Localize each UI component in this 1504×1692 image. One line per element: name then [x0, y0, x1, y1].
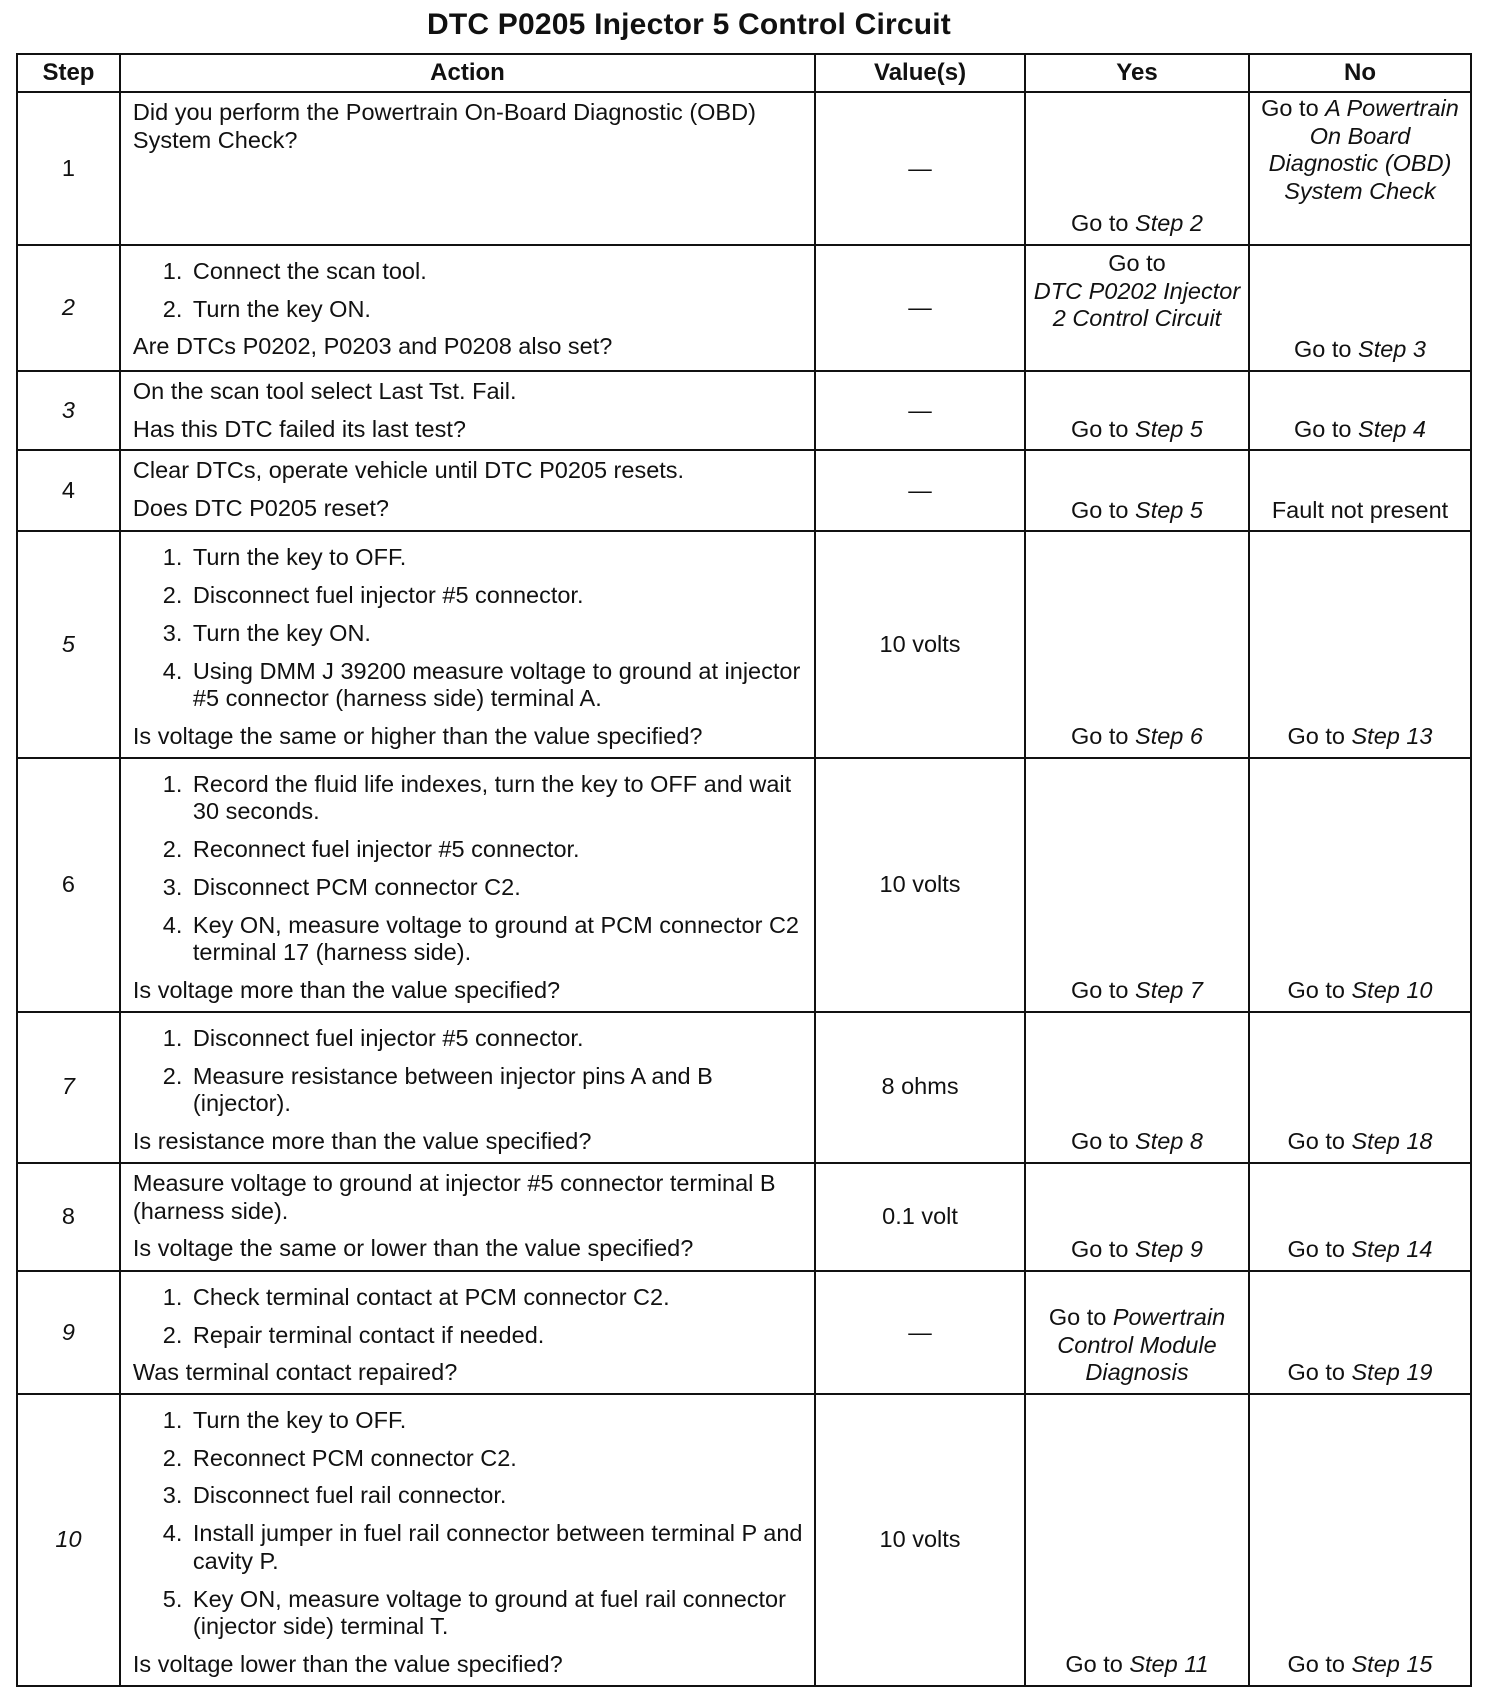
no-prefix: Go to — [1294, 415, 1359, 442]
value-cell: — — [815, 1271, 1025, 1394]
value-cell: — — [815, 92, 1025, 245]
action-step: 3. Disconnect fuel rail connector. — [189, 1482, 806, 1510]
action-step: 2. Turn the key ON. — [189, 296, 806, 324]
action-question: Is voltage lower than the value specified? — [132, 1650, 563, 1677]
value-cell: — — [815, 245, 1025, 371]
no-prefix: Go to — [1287, 1236, 1352, 1263]
value-cell: — — [815, 450, 1025, 531]
yes-reference-link[interactable]: Step 8 — [1135, 1128, 1203, 1155]
yes-reference-link[interactable]: Step 9 — [1135, 1236, 1203, 1263]
header-row — [17, 54, 1471, 92]
yes-reference-link[interactable]: Step 6 — [1135, 723, 1203, 750]
no-cell — [1249, 371, 1471, 450]
value-cell: 10 volts — [815, 531, 1025, 757]
action-cell — [120, 450, 815, 531]
action-step: 3. Disconnect PCM connector C2. — [189, 874, 806, 902]
action-step: 2. Measure resistance between injector pins A and B (injector). — [189, 1063, 806, 1118]
no-reference-link[interactable]: Step 10 — [1351, 977, 1433, 1004]
action-step: 2. Reconnect fuel injector #5 connector. — [189, 836, 806, 864]
step-number: 2 — [17, 245, 120, 371]
yes-reference-link[interactable]: DTC P0202 Injector 2 Control Circuit — [1033, 277, 1241, 332]
action-question: Is voltage more than the value specified? — [132, 977, 561, 1004]
no-reference-link[interactable]: Step 14 — [1351, 1236, 1433, 1263]
value-cell: 8 ohms — [815, 1012, 1025, 1163]
action-step: 4. Key ON, measure voltage to ground at PCM connector C2 terminal 17 (harness side). — [189, 912, 806, 967]
action-cell — [120, 1271, 815, 1394]
value-cell: 0.1 volt — [815, 1163, 1025, 1271]
header-value: Value(s) — [815, 54, 1025, 92]
no-reference-link[interactable]: Step 4 — [1358, 415, 1426, 442]
yes-prefix: Go to — [1071, 415, 1136, 442]
action-steps — [133, 258, 806, 323]
no-cell — [1249, 531, 1471, 757]
yes-reference-link[interactable]: Step 7 — [1135, 977, 1203, 1004]
step-number: 10 — [17, 1394, 120, 1686]
page-title: DTC P0205 Injector 5 Control Circuit — [427, 8, 951, 41]
no-prefix: Go to — [1287, 977, 1352, 1004]
header-action: Action — [120, 54, 815, 92]
no-reference-link[interactable]: Step 15 — [1351, 1650, 1433, 1677]
action-text: Did you perform the Powertrain On-Board Diagnostic (OBD) System Check? — [132, 99, 756, 153]
action-cell — [120, 245, 815, 371]
no-prefix: Go to — [1287, 723, 1352, 750]
action-steps — [133, 771, 806, 967]
no-cell — [1249, 1394, 1471, 1686]
yes-reference-link[interactable]: Step 11 — [1129, 1650, 1209, 1677]
yes-cell — [1025, 245, 1249, 371]
no-cell — [1249, 92, 1471, 245]
yes-cell — [1025, 450, 1249, 531]
step-number: 7 — [17, 1012, 120, 1163]
action-cell — [120, 1163, 815, 1271]
yes-prefix: Go to — [1071, 496, 1136, 523]
table-row — [17, 1012, 1471, 1163]
step-number: 8 — [17, 1163, 120, 1271]
action-steps — [133, 544, 806, 713]
step-number: 5 — [17, 531, 120, 757]
yes-cell — [1025, 371, 1249, 450]
action-step: 2. Repair terminal contact if needed. — [189, 1322, 806, 1350]
no-reference-link[interactable]: Step 19 — [1351, 1359, 1433, 1386]
action-text: On the scan tool select Last Tst. Fail. — [132, 378, 517, 404]
header-no: No — [1249, 54, 1471, 92]
table-row — [17, 531, 1471, 757]
yes-reference-link[interactable]: Powertrain Control Module Diagnosis — [1057, 1303, 1226, 1386]
no-prefix: Fault not present — [1271, 496, 1449, 523]
table-row — [17, 371, 1471, 450]
yes-prefix: Go to — [1071, 210, 1136, 237]
yes-reference-link[interactable]: Step 2 — [1135, 210, 1203, 237]
no-cell — [1249, 1271, 1471, 1394]
no-reference-link[interactable]: Step 13 — [1351, 723, 1433, 750]
header-yes: Yes — [1025, 54, 1249, 92]
action-cell — [120, 1394, 815, 1686]
no-reference-link[interactable]: Step 18 — [1351, 1128, 1433, 1155]
yes-cell — [1025, 1012, 1249, 1163]
step-number: 3 — [17, 371, 120, 450]
action-cell — [120, 758, 815, 1012]
yes-prefix: Go to — [1071, 1128, 1136, 1155]
step-number: 4 — [17, 450, 120, 531]
no-cell — [1249, 1163, 1471, 1271]
diagnostic-table — [16, 53, 1472, 1687]
action-question: Does DTC P0205 reset? — [132, 495, 389, 522]
no-reference-link[interactable]: Step 3 — [1358, 336, 1426, 363]
action-step: 1. Disconnect fuel injector #5 connector. — [189, 1025, 806, 1053]
yes-prefix: Go to — [1071, 723, 1136, 750]
yes-cell — [1025, 531, 1249, 757]
action-question: Are DTCs P0202, P0203 and P0208 also set? — [132, 333, 613, 360]
action-cell — [120, 1012, 815, 1163]
no-prefix: Go to — [1287, 1359, 1352, 1386]
table-row — [17, 1394, 1471, 1686]
action-step: 1. Turn the key to OFF. — [189, 1407, 806, 1435]
action-steps — [133, 1407, 806, 1641]
yes-prefix: Go to — [1071, 977, 1136, 1004]
step-number: 9 — [17, 1271, 120, 1394]
yes-cell — [1025, 1163, 1249, 1271]
value-cell: 10 volts — [815, 758, 1025, 1012]
no-cell — [1249, 1012, 1471, 1163]
table-row — [17, 758, 1471, 1012]
yes-prefix: Go to — [1048, 1303, 1113, 1330]
table-row — [17, 450, 1471, 531]
action-cell — [120, 371, 815, 450]
action-steps — [133, 1284, 806, 1349]
action-steps — [133, 1025, 806, 1118]
action-step: 2. Reconnect PCM connector C2. — [189, 1445, 806, 1473]
no-reference-link[interactable]: A Powertrain On Board Diagnostic (OBD) System Check — [1268, 95, 1459, 205]
action-question: Is voltage the same or higher than the value specified? — [132, 723, 703, 750]
no-cell — [1249, 758, 1471, 1012]
action-step: 4. Install jumper in fuel rail connector between terminal P and cavity P. — [189, 1520, 806, 1575]
step-number: 1 — [17, 92, 120, 245]
step-number: 6 — [17, 758, 120, 1012]
yes-cell — [1025, 758, 1249, 1012]
yes-prefix: Go to — [1071, 1236, 1136, 1263]
action-step: 2. Disconnect fuel injector #5 connector. — [189, 582, 806, 610]
yes-cell — [1025, 1271, 1249, 1394]
table-row — [17, 92, 1471, 245]
action-question: Was terminal contact repaired? — [132, 1359, 458, 1386]
table-row — [17, 1271, 1471, 1394]
action-cell — [120, 92, 815, 245]
no-prefix: Go to — [1287, 1128, 1352, 1155]
table-row — [17, 1163, 1471, 1271]
no-cell — [1249, 450, 1471, 531]
yes-reference-link[interactable]: Step 5 — [1135, 496, 1203, 523]
action-step: 1. Turn the key to OFF. — [189, 544, 806, 572]
table-row — [17, 245, 1471, 371]
header-step: Step — [17, 54, 120, 92]
yes-cell — [1025, 92, 1249, 245]
action-step: 1. Check terminal contact at PCM connector C2. — [189, 1284, 806, 1312]
no-cell — [1249, 245, 1471, 371]
yes-reference-link[interactable]: Step 5 — [1135, 415, 1203, 442]
yes-prefix: Go to — [1065, 1650, 1130, 1677]
action-step: 4. Using DMM J 39200 measure voltage to ground at injector #5 connector (harness side) terminal A. — [189, 658, 806, 713]
value-cell: 10 volts — [815, 1394, 1025, 1686]
yes-cell — [1025, 1394, 1249, 1686]
no-prefix: Go to — [1261, 95, 1326, 121]
action-question: Is resistance more than the value specified? — [132, 1127, 592, 1154]
action-question: Is voltage the same or lower than the value specified? — [132, 1235, 694, 1262]
no-prefix: Go to — [1294, 336, 1359, 363]
action-step: 3. Turn the key ON. — [189, 620, 806, 648]
action-text: Clear DTCs, operate vehicle until DTC P0205 resets. — [132, 457, 685, 484]
action-cell — [120, 531, 815, 757]
action-step: 1. Connect the scan tool. — [189, 258, 806, 286]
yes-prefix: Go to — [1108, 250, 1166, 276]
action-text: Measure voltage to ground at injector #5 connector terminal B (harness side). — [132, 1169, 776, 1224]
action-step: 1. Record the fluid life indexes, turn the key to OFF and wait 30 seconds. — [189, 771, 806, 826]
no-prefix: Go to — [1287, 1650, 1352, 1677]
action-step: 5. Key ON, measure voltage to ground at fuel rail connector (injector side) terminal T. — [189, 1586, 806, 1641]
action-question: Has this DTC failed its last test? — [132, 415, 466, 442]
value-cell: — — [815, 371, 1025, 450]
